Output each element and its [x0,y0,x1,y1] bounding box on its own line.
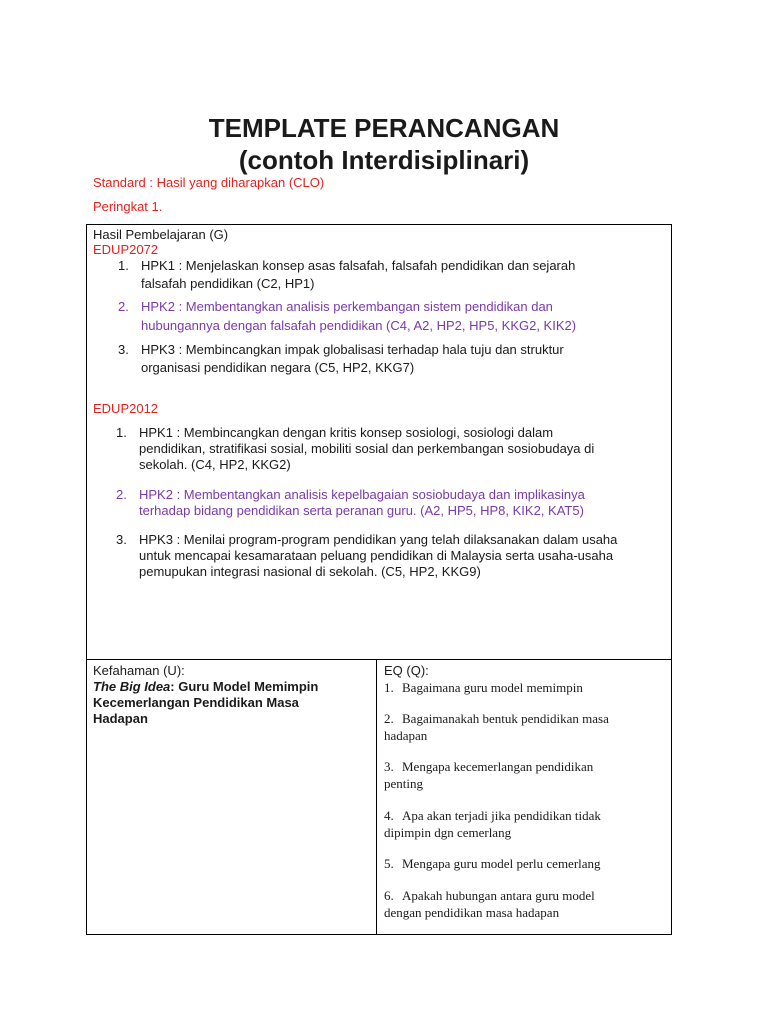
big-idea-label: The Big Idea [93,679,171,694]
big-idea-text: Guru Model Memimpin [174,679,319,694]
item-line: hubungannya dengan falsafah pendidikan (C4, A2, HP2, HP5, KKG2, KIK2) [141,318,577,333]
peringkat-line: Peringkat 1. [93,199,163,214]
question-line: penting [384,776,423,791]
kefahaman-heading: Kefahaman (U): [93,663,185,678]
question-line: Apa akan terjadi jika pendidikan tidak [402,808,601,823]
question-line: Bagaimanakah bentuk pendidikan masa [402,711,609,726]
eq-heading: EQ (Q): [384,663,429,678]
question-line: Mengapa kecemerlangan pendidikan [402,759,594,774]
item-line: HPK2 : Membentangkan analisis perkembangan sistem pendidikan dan [141,299,553,314]
standard-line: Standard : Hasil yang diharapkan (CLO) [93,175,325,190]
title-line-2: (contoh Interdisiplinari) [238,145,530,175]
table-row-divider [87,659,671,660]
question-number: 3. [384,759,394,774]
question-line: dipimpin dgn cemerlang [384,825,512,840]
item-line: HPK2 : Membentangkan analisis kepelbagaian sosiobudaya dan implikasinya [139,487,585,502]
hasil-heading: Hasil Pembelajaran (G) [93,227,229,242]
item-line: HPK1 : Membincangkan dengan kritis konsep sosiologi, sosiologi dalam [139,425,554,440]
item-line: untuk mencapai kesamarataan peluang pendidikan di Malaysia serta usaha-usaha [139,548,614,563]
big-idea-line-2: Kecemerlangan Pendidikan Masa [93,695,299,710]
item-number: 1. [116,425,127,440]
question-number: 5. [384,856,394,871]
item-line: pemupukan integrasi nasional di sekolah. (C5, HP2, KKG9) [139,564,481,579]
course-code-edup2072: EDUP2072 [93,242,159,257]
item-line: organisasi pendidikan negara (C5, HP2, KKG7) [141,360,415,375]
item-line: HPK1 : Menjelaskan konsep asas falsafah, falsafah pendidikan dan sejarah [141,258,576,273]
question-line: hadapan [384,728,428,743]
item-number: 2. [116,487,127,502]
page-title [0,112,768,176]
question-line: Mengapa guru model perlu cemerlang [402,856,601,871]
big-idea-line-1 [93,678,318,695]
item-number: 3. [118,342,129,357]
item-line: pendidikan, stratifikasi sosial, mobiliti sosial dan perkembangan sosiobudaya di [139,441,595,456]
table-column-divider [376,659,377,935]
item-number: 2. [118,299,129,314]
big-idea-line-3: Hadapan [93,711,148,726]
question-number: 2. [384,711,394,726]
planning-table [86,224,672,935]
question-line: Apakah hubungan antara guru model [402,888,595,903]
question-line: dengan pendidikan masa hadapan [384,905,560,920]
question-line: Bagaimana guru model memimpin [402,680,583,695]
item-line: sekolah. (C4, HP2, KKG2) [139,457,291,472]
title-line-1: TEMPLATE PERANCANGAN [208,113,560,143]
question-number: 6. [384,888,394,903]
question-number: 4. [384,808,394,823]
item-line: falsafah pendidikan (C2, HP1) [141,276,315,291]
course-code-edup2012: EDUP2012 [93,401,159,416]
item-number: 1. [118,258,129,273]
item-line: HPK3 : Membincangkan impak globalisasi terhadap hala tuju dan struktur [141,342,564,357]
item-line: terhadap bidang pendidikan serta peranan guru. (A2, HP5, HP8, KIK2, KAT5) [139,503,584,518]
item-number: 3. [116,532,127,547]
big-idea-colon: : [170,679,175,694]
question-number: 1. [384,680,394,695]
item-line: HPK3 : Menilai program-program pendidikan yang telah dilaksanakan dalam usaha [139,532,618,547]
